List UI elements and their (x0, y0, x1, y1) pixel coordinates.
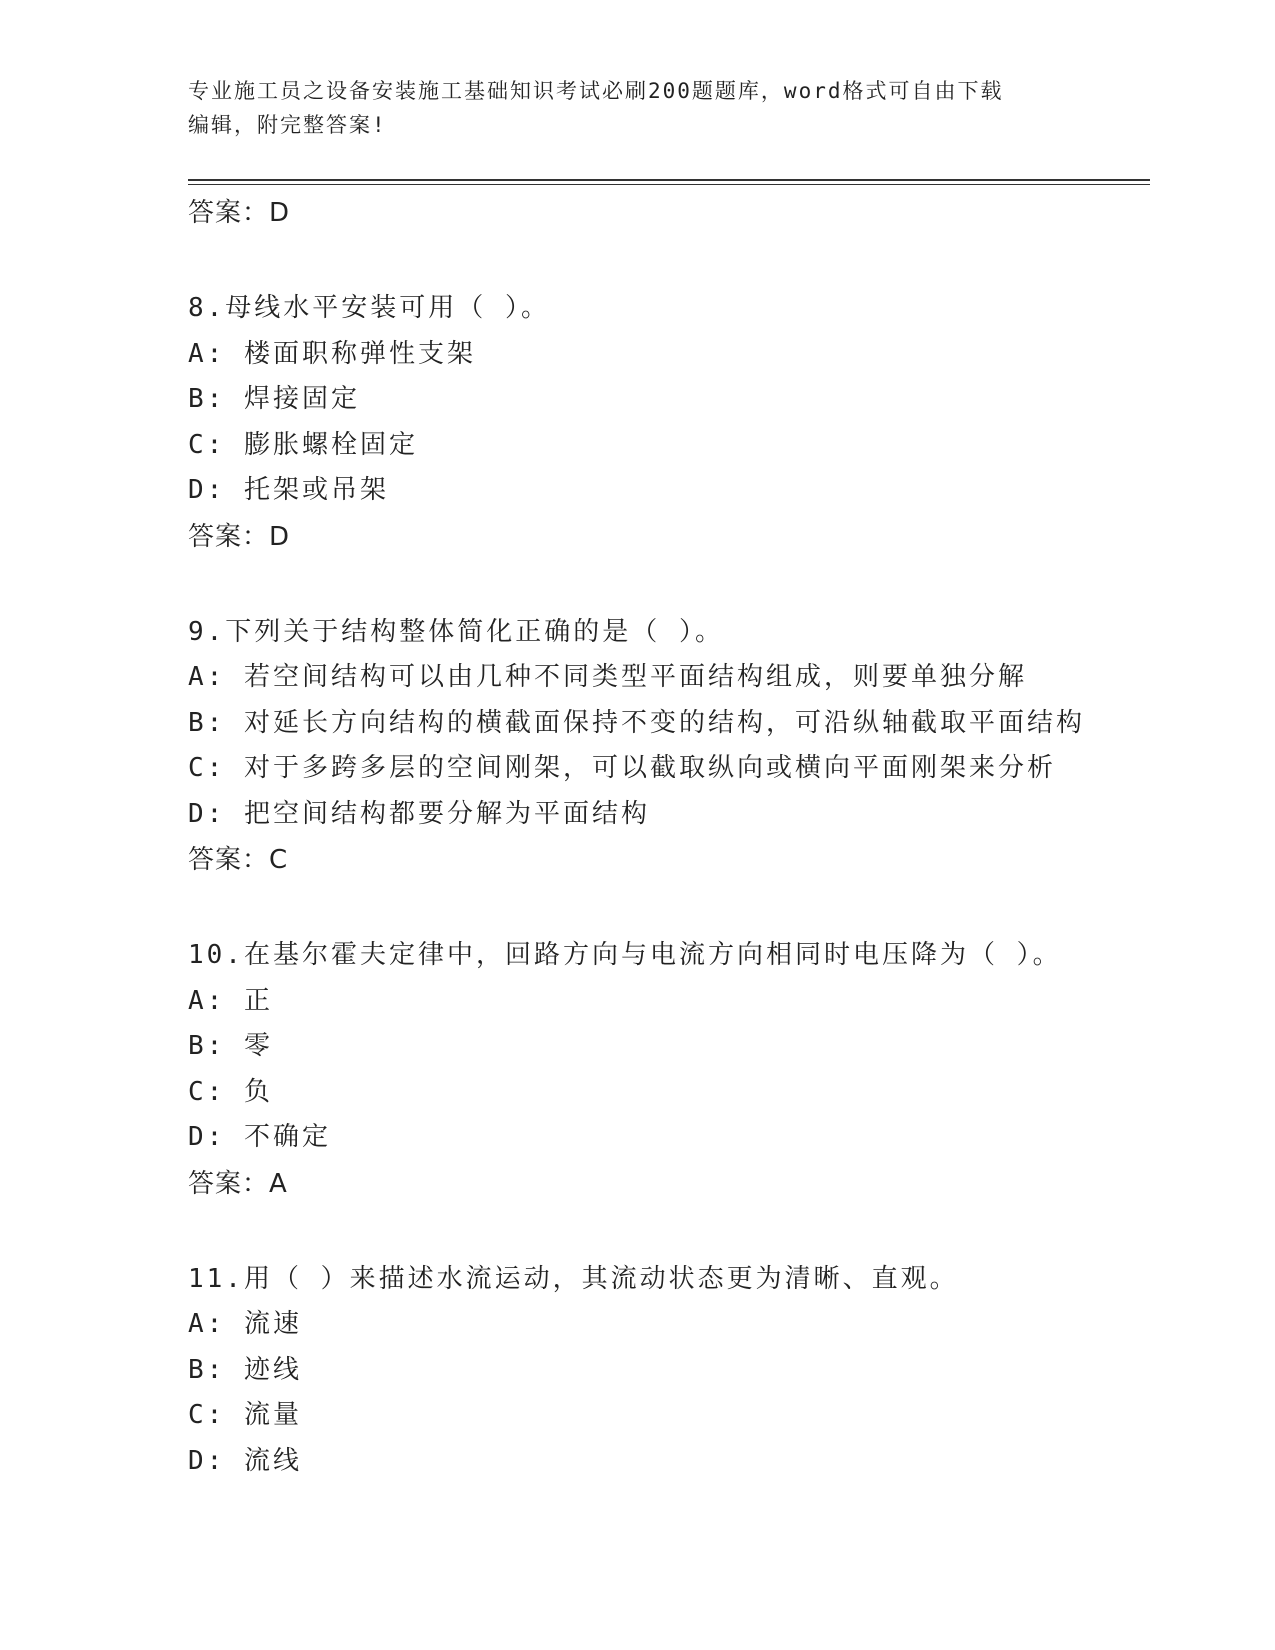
option-c: C: 对于多跨多层的空间刚架，可以截取纵向或横向平面刚架来分析 (188, 753, 1056, 783)
option-c: C: 膨胀螺栓固定 (188, 429, 418, 460)
header-line-1: 专业施工员之设备安装施工基础知识考试必刷200题题库，word格式可自由下载 (188, 79, 1004, 103)
option-d: D: 把空间结构都要分解为平面结构 (188, 798, 650, 829)
header-line-2: 编辑，附完整答案! (188, 113, 387, 137)
previous-answer: 答案：D (188, 198, 291, 228)
question-item (188, 286, 1148, 560)
option-b: B: 零 (188, 1031, 273, 1061)
header-divider-thick (188, 179, 1150, 181)
question-title: 9.下列关于结构整体简化正确的是（ ）。 (188, 616, 724, 647)
option-b: B: 焊接固定 (188, 384, 360, 414)
option-b: B: 迹线 (188, 1354, 302, 1385)
question-item (188, 933, 1148, 1207)
question-title: 11.用（ ）来描述水流运动，其流动状态更为清晰、直观。 (188, 1263, 959, 1294)
question-title: 8.母线水平安装可用（ ）。 (188, 293, 550, 323)
option-a: A: 流速 (188, 1309, 302, 1339)
option-a: A: 若空间结构可以由几种不同类型平面结构组成，则要单独分解 (188, 662, 1027, 692)
option-d: D: 不确定 (188, 1122, 331, 1152)
option-a: A: 正 (188, 985, 273, 1016)
answer-line: 答案：C (188, 845, 289, 875)
header-divider-thin (188, 184, 1150, 185)
option-d: D: 流线 (188, 1445, 302, 1476)
question-item (188, 610, 1148, 884)
question-item (188, 1257, 1148, 1485)
document-header (188, 74, 1088, 142)
option-c: C: 流量 (188, 1400, 302, 1430)
option-a: A: 楼面职称弹性支架 (188, 338, 476, 369)
question-title: 10.在基尔霍夫定律中，回路方向与电流方向相同时电压降为（ ）。 (188, 940, 1062, 970)
answer-line: 答案：A (188, 1168, 288, 1199)
option-c: C: 负 (188, 1076, 273, 1107)
option-d: D: 托架或吊架 (188, 475, 389, 505)
option-b: B: 对延长方向结构的横截面保持不变的结构，可沿纵轴截取平面结构 (188, 707, 1085, 738)
answer-line: 答案：D (188, 521, 291, 552)
question-list (188, 190, 1148, 1484)
